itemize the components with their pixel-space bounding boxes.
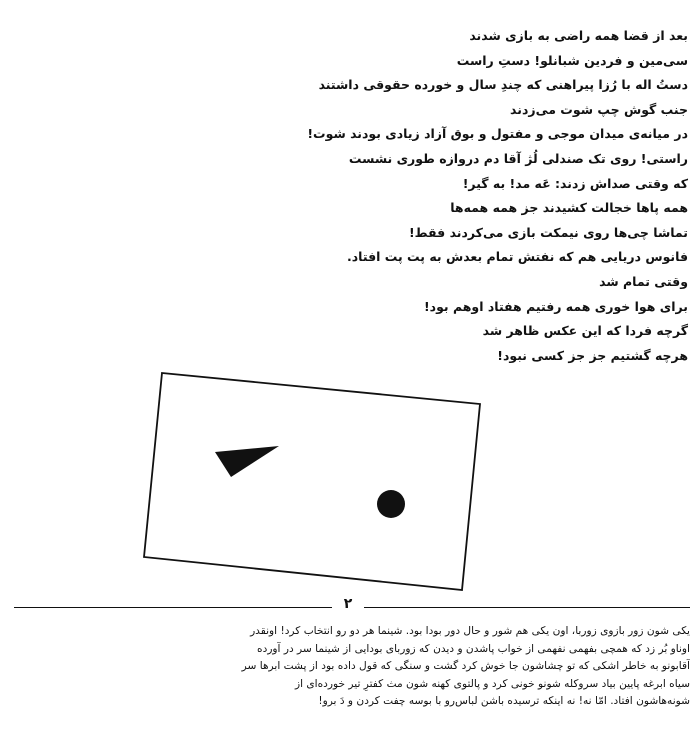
footnote-block [8,623,690,711]
poem-line: دستُ اله با رُزا پیراهنی که چندِ سال و خورده حقوقی داشتند [318,77,688,93]
divider-right [364,607,690,608]
poem-line: گرچه فردا که این عکس ظاهر شد [482,323,688,339]
tilted-frame [144,373,480,590]
footnote-line: شونه‌هاشون افتاد. امّا نه! نه اینکه ترسیده باشن لباس‌رو با بوسه چفت کردن و دَ برو! [318,695,690,707]
poem-line: وقتی تمام شد [599,273,688,289]
poem-line: راستی! روی تک صندلی لُژ آقا دم دروازه طوری نشست [348,150,688,166]
poem-line: فانوس دریایی هم که نفتش تمام بعدش به پت پت افتاد. [347,249,688,265]
poem-line: همه پاها خجالت کشیدند جز همه همه‌ها [450,200,688,216]
footnote-line: اوناو بُر زد که همچی بفهمی نفهمی از خواب پاشدن و دیدن که زوربای بودایی از شینما سر در آورده [257,642,690,655]
divider-left [14,607,332,608]
poem-line: جنب گوش چپ شوت می‌زدند [510,101,688,117]
poem-line: سی‌مین و فردین شبانلو! دستِ راست [456,52,688,68]
poem-line: تماشا چی‌ها روی نیمکت بازی می‌کردند فقط! [408,224,688,240]
poem-line: که وقتی صداش زدند: عَه مد! به گیر! [462,175,688,191]
page-number: ۲ [343,596,353,612]
poem-line: در میانه‌ی میدان موجی و مفتول و بوق آزاد زیادی بودند شوت! [307,126,688,142]
footnote-line: یکی شون زور بازوی زوربا، اون یکی هم شور و حال دور بودا بود. شینما هر دو رو انتخاب کرد! اونقدر [250,625,690,637]
poem-line: بعد از قضا همه راضی به بازی شدند [469,28,688,43]
footnote-line: آقابونو به خاطر اشکی که تو چشاشون جا خوش کرد گشت و سنگی که قول داده بود از پشت ابرها سر [241,660,690,672]
poem-line: برای هوا خوری همه رفتیم هفتاد اوهم بود! [423,298,688,314]
dot-shape [377,490,405,518]
footnote-line: سیاه ابرغه پایین بیاد سروکله شونو خونی کرد و پالتوی کهنه شون مث کفترِ تیر خورده‌ای از [294,677,690,690]
poem-line: هرچه گشتیم جز جز کسی نبود! [497,347,688,363]
